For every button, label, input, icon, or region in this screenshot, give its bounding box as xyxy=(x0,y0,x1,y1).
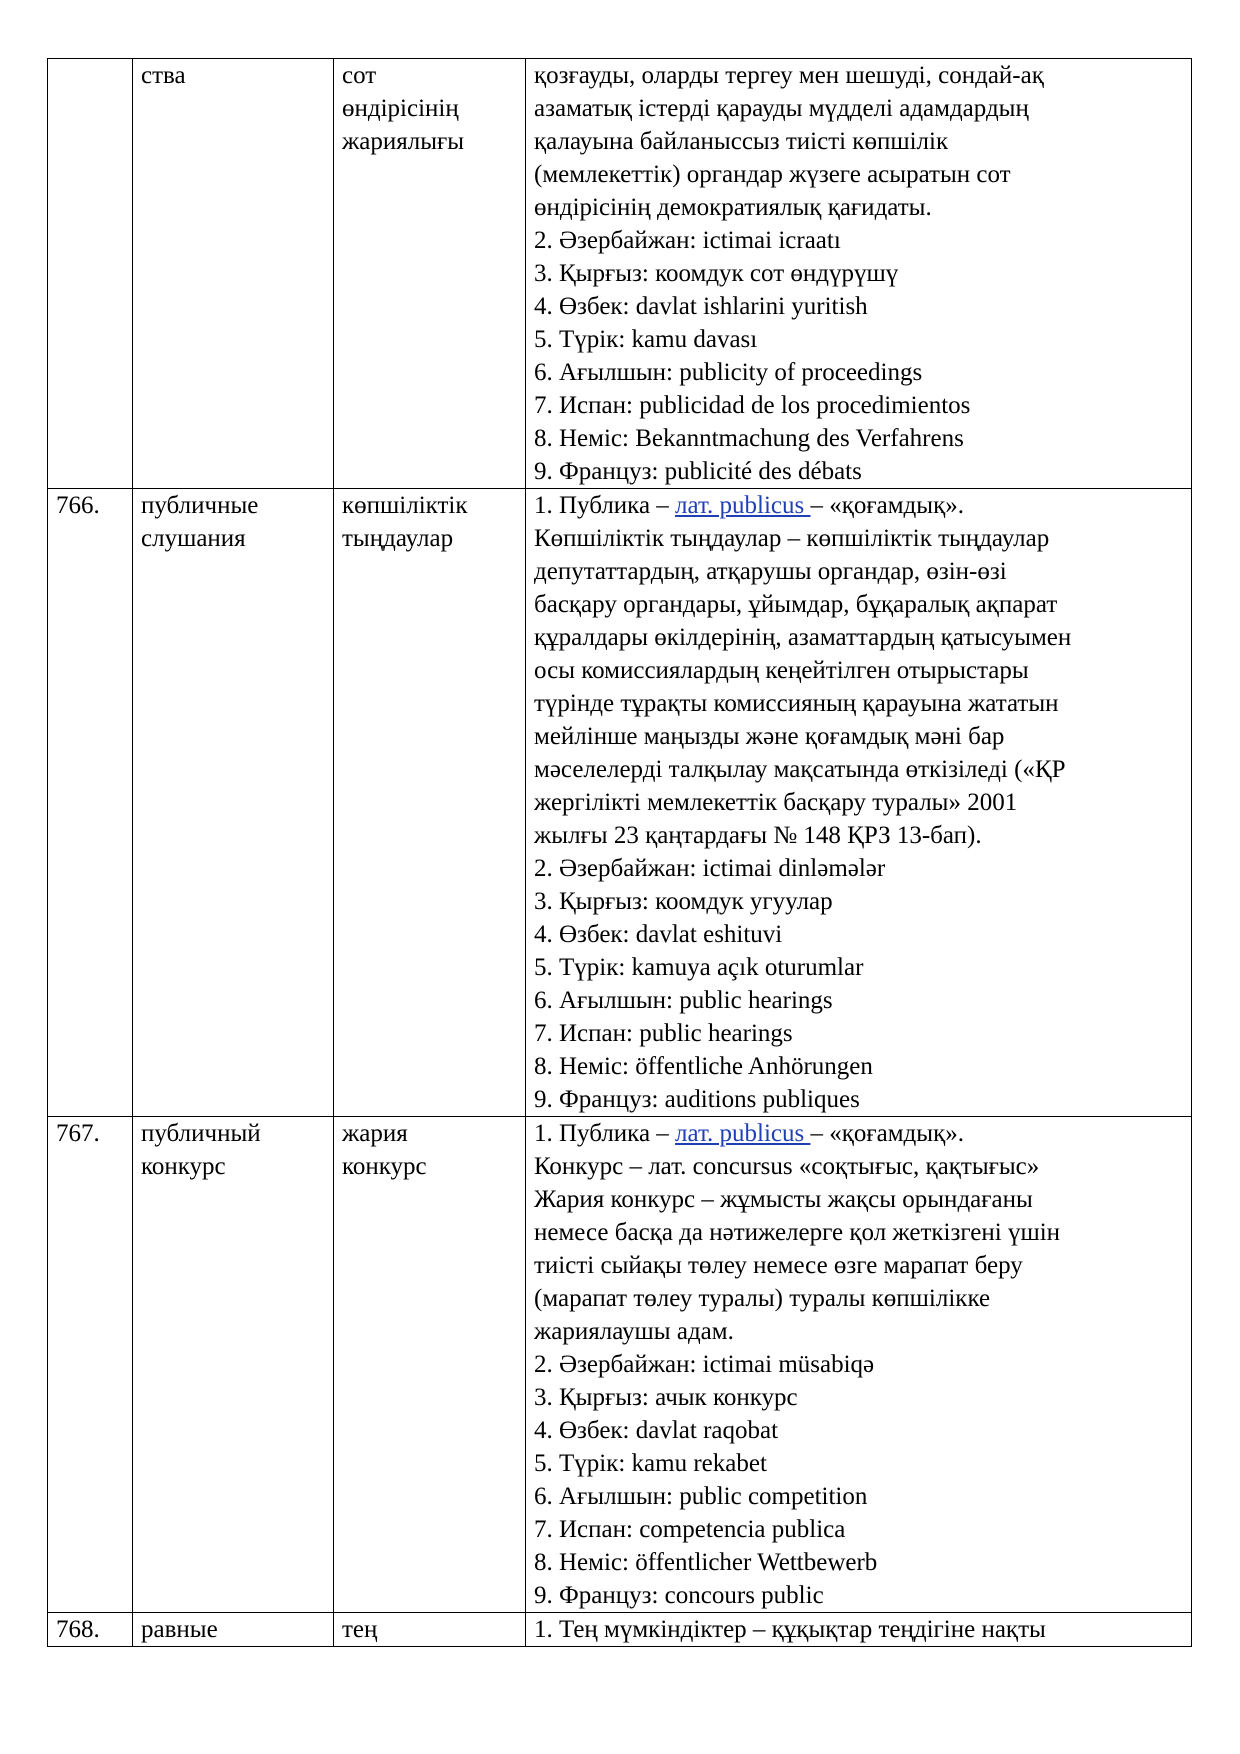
terms-table xyxy=(47,58,1192,1647)
entry-number: 767. xyxy=(56,1120,100,1147)
description-line: Жария конкурс – жұмысты жақсы орындағаны xyxy=(534,1186,1033,1213)
etymology-prefix: 1. Публика – xyxy=(534,1120,676,1147)
description-line: 9. Француз: publicité des débats xyxy=(534,458,862,485)
etymology-line xyxy=(534,489,1191,522)
kazakh-term-line: жариялығы xyxy=(342,128,465,155)
kazakh-term-cell xyxy=(334,489,526,1117)
etymology-link[interactable]: лат. publicus xyxy=(675,492,811,519)
description-line: 3. Қырғыз: коомдук угуулар xyxy=(534,888,833,915)
description-line: 3. Қырғыз: ачык конкурс xyxy=(534,1384,798,1411)
description-line: қозғауды, оларды тергеу мен шешуді, сондай-ақ xyxy=(534,62,1044,89)
description-line: 2. Әзербайжан: ictimai icraatı xyxy=(534,227,841,254)
kazakh-term-cell xyxy=(334,1117,526,1613)
kazakh-term-line: көпшіліктік xyxy=(342,492,468,519)
description-cell xyxy=(526,1613,1192,1647)
description-line: 6. Ағылшын: publicity of proceedings xyxy=(534,359,923,386)
terms-table-body xyxy=(48,59,1192,1647)
russian-term-line: конкурс xyxy=(141,1153,226,1180)
kazakh-term-line: конкурс xyxy=(342,1153,427,1180)
description-line: жылғы 23 қаңтардағы № 148 ҚРЗ 13-бап). xyxy=(534,822,982,849)
description-line: мейлінше маңызды және қоғамдық мәні бар xyxy=(534,723,1005,750)
description-line: депутаттардың, атқарушы органдар, өзін-өзі xyxy=(534,558,1007,585)
description-line: 4. Өзбек: davlat eshituvi xyxy=(534,921,783,948)
description-line: басқару органдары, ұйымдар, бұқаралық ақпарат xyxy=(534,591,1058,618)
description-cell xyxy=(526,489,1192,1117)
etymology-suffix: – «қоғамдық». xyxy=(810,492,964,519)
etymology-prefix: 1. Публика – xyxy=(534,492,676,519)
description-line: 7. Испан: publicidad de los procedimientos xyxy=(534,392,971,419)
description-line: жариялаушы адам. xyxy=(534,1318,734,1345)
russian-term-line: публичные xyxy=(141,492,259,519)
description-line: 3. Қырғыз: коомдук сот өндүрүшү xyxy=(534,260,899,287)
entry-number-cell xyxy=(48,1613,133,1647)
description-line: (мемлекеттік) органдар жүзеге асыратын сот xyxy=(534,161,1011,188)
description-line: өндірісінің демократиялық қағидаты. xyxy=(534,194,932,221)
entry-number-cell xyxy=(48,1117,133,1613)
russian-term-cell xyxy=(133,1613,334,1647)
entry-number: 766. xyxy=(56,492,100,519)
etymology-suffix: – «қоғамдық». xyxy=(810,1120,964,1147)
description-line: мәселелерді талқылау мақсатында өткізіледі («ҚР xyxy=(534,756,1066,783)
table-row xyxy=(48,59,1192,489)
description-line: немесе басқа да нәтижелерге қол жеткізгені үшін xyxy=(534,1219,1061,1246)
table-row xyxy=(48,1613,1192,1647)
kazakh-term-cell xyxy=(334,59,526,489)
description-line: 9. Француз: concours public xyxy=(534,1582,824,1609)
description-line: 6. Ағылшын: public competition xyxy=(534,1483,868,1510)
description-line: 8. Неміс: öffentlicher Wettbewerb xyxy=(534,1549,878,1576)
description-line: 5. Түрік: kamuya açık oturumlar xyxy=(534,954,864,981)
description-line: құралдары өкілдерінің, азаматтардың қатысуымен xyxy=(534,624,1072,651)
russian-term-line: слушания xyxy=(141,525,246,552)
description-line: 7. Испан: competencia publica xyxy=(534,1516,846,1543)
etymology-link[interactable]: лат. publicus xyxy=(675,1120,811,1147)
etymology-line xyxy=(534,1117,1191,1150)
russian-term-line: ства xyxy=(141,62,186,89)
kazakh-term-line: жария xyxy=(342,1120,408,1147)
kazakh-term-line: сот xyxy=(342,62,377,89)
russian-term-cell xyxy=(133,489,334,1117)
description-line: (марапат төлеу туралы) туралы көпшілікке xyxy=(534,1285,991,1312)
description-line: 5. Түрік: kamu rekabet xyxy=(534,1450,767,1477)
kazakh-term-line: өндірісінің xyxy=(342,95,459,122)
russian-term-line: публичный xyxy=(141,1120,261,1147)
description-line: 8. Неміс: Bekanntmachung des Verfahrens xyxy=(534,425,964,452)
description-line: Көпшіліктік тыңдаулар – көпшіліктік тыңдаулар xyxy=(534,525,1050,552)
kazakh-term-cell xyxy=(334,1613,526,1647)
description-line: 6. Ағылшын: public hearings xyxy=(534,987,833,1014)
description-line: 8. Неміс: öffentliche Anhörungen xyxy=(534,1053,873,1080)
kazakh-term-line: тыңдаулар xyxy=(342,525,454,552)
description-line: қалауына байланыссыз тиісті көпшілік xyxy=(534,128,949,155)
description-line: 2. Әзербайжан: ictimai müsabiqə xyxy=(534,1351,875,1378)
table-row xyxy=(48,1117,1192,1613)
description-line: тиісті сыйақы төлеу немесе өзге марапат беру xyxy=(534,1252,1023,1279)
description-cell xyxy=(526,1117,1192,1613)
description-line: азаматық істерді қарауды мүдделі адамдардың xyxy=(534,95,1029,122)
entry-number xyxy=(56,59,132,92)
russian-term-cell xyxy=(133,59,334,489)
russian-term-line: равные xyxy=(141,1616,218,1643)
description-line: 2. Әзербайжан: ictimai dinləmələr xyxy=(534,855,886,882)
description-line: 4. Өзбек: davlat ishlarini yuritish xyxy=(534,293,868,320)
kazakh-term-line: тең xyxy=(342,1616,378,1643)
entry-number-cell xyxy=(48,59,133,489)
description-line: 7. Испан: public hearings xyxy=(534,1020,793,1047)
description-line: 5. Түрік: kamu davası xyxy=(534,326,758,353)
description-line: 4. Өзбек: davlat raqobat xyxy=(534,1417,779,1444)
russian-term-cell xyxy=(133,1117,334,1613)
description-line: 9. Француз: auditions publiques xyxy=(534,1086,860,1113)
description-cell xyxy=(526,59,1192,489)
table-row xyxy=(48,489,1192,1117)
description-line: түрінде тұрақты комиссияның қарауына жататын xyxy=(534,690,1059,717)
entry-number: 768. xyxy=(56,1616,100,1643)
description-line: Конкурс – лат. concursus «соқтығыс, қақтығыс» xyxy=(534,1153,1040,1180)
description-line: жергілікті мемлекеттік басқару туралы» 2001 xyxy=(534,789,1018,816)
description-line: 1. Тең мүмкіндіктер – құқықтар теңдігіне нақты xyxy=(534,1616,1046,1643)
entry-number-cell xyxy=(48,489,133,1117)
description-line: осы комиссиялардың кеңейтілген отырыстары xyxy=(534,657,1029,684)
